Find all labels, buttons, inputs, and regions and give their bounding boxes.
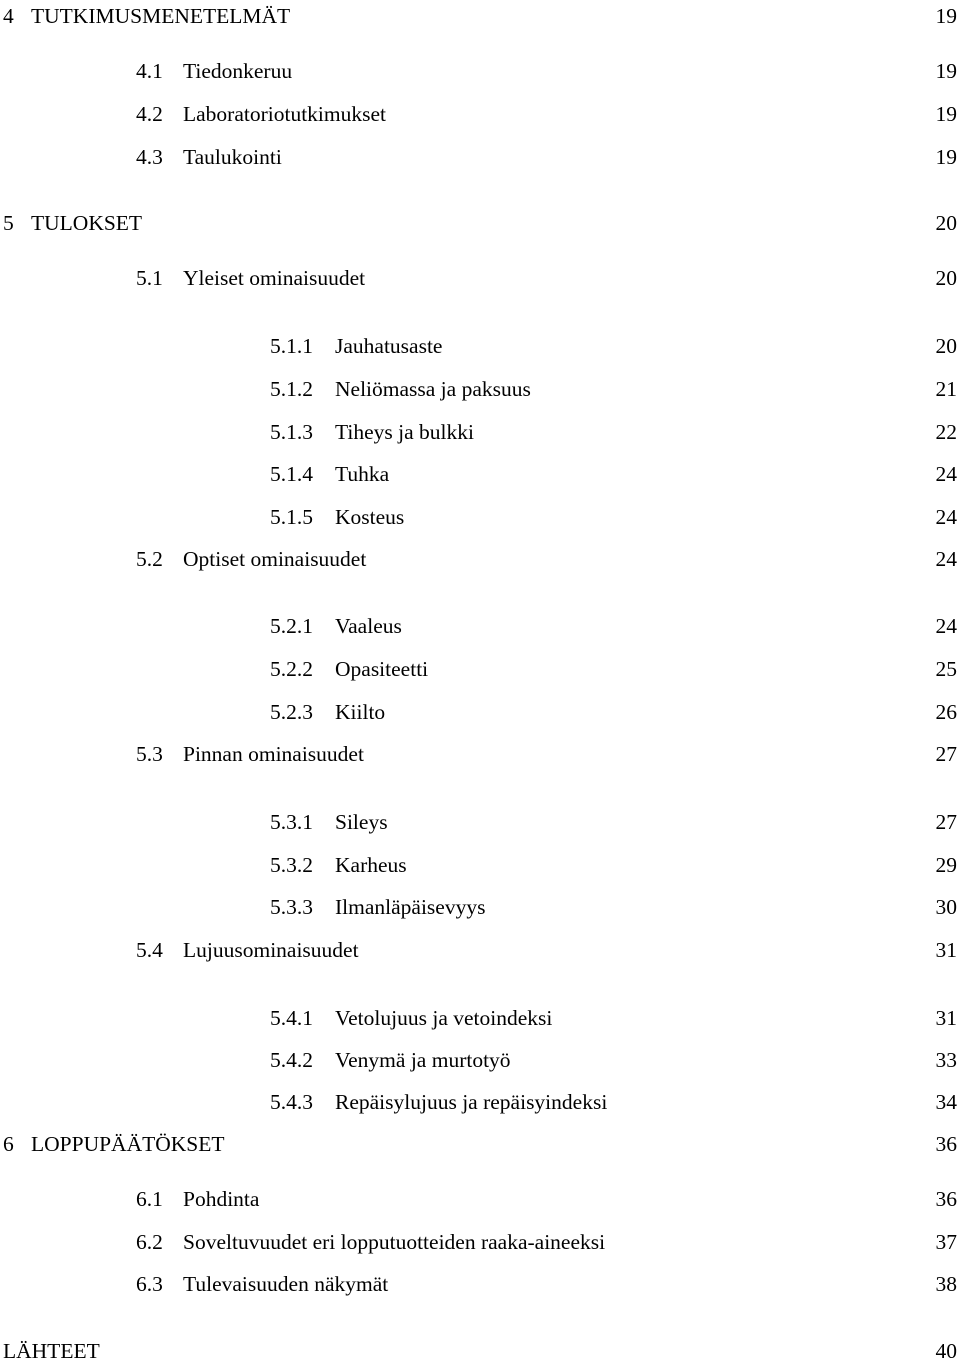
toc-entry-title: Ilmanläpäisevyys — [335, 895, 486, 919]
toc-entry[interactable] — [0, 1227, 960, 1257]
toc-entry-page: 19 — [935, 102, 957, 126]
toc-entry-number: 5.4 — [136, 938, 163, 962]
toc-entry[interactable] — [0, 208, 960, 238]
toc-entry[interactable] — [0, 1184, 960, 1214]
toc-entry[interactable] — [0, 697, 960, 727]
toc-entry[interactable] — [0, 374, 960, 404]
toc-entry-page: 36 — [935, 1132, 957, 1156]
toc-entry[interactable] — [0, 935, 960, 965]
toc-entry[interactable] — [0, 1129, 960, 1159]
toc-entry[interactable] — [0, 739, 960, 769]
toc-entry-page: 37 — [935, 1230, 957, 1254]
toc-entry-page: 25 — [935, 657, 957, 681]
toc-entry-page: 38 — [935, 1272, 957, 1296]
toc-entry-page: 24 — [935, 547, 957, 571]
toc-entry-title: LOPPUPÄÄTÖKSET — [31, 1132, 225, 1156]
toc-entry-title: Kosteus — [335, 505, 405, 529]
toc-entry-number: 5.4.2 — [270, 1048, 313, 1072]
toc-entry-number: 5.1.5 — [270, 505, 313, 529]
toc-entry[interactable] — [0, 892, 960, 922]
toc-entry-number: 4.3 — [136, 145, 163, 169]
toc-entry-page: 19 — [935, 59, 957, 83]
toc-entry-title: Tulevaisuuden näkymät — [183, 1272, 389, 1296]
toc-entry-title: Jauhatusaste — [335, 334, 443, 358]
toc-entry-title: Lujuusominaisuudet — [183, 938, 359, 962]
toc-entry-title: Tiheys ja bulkki — [335, 420, 474, 444]
toc-entry-number: 5.1.4 — [270, 462, 313, 486]
toc-entry-title: Vaaleus — [335, 614, 402, 638]
toc-entry-title: Yleiset ominaisuudet — [183, 266, 366, 290]
toc-entry-title: Tuhka — [335, 462, 390, 486]
toc-entry-page: 20 — [935, 266, 957, 290]
toc-entry-number: 5.2.2 — [270, 657, 313, 681]
toc-entry-number: 5 — [3, 211, 14, 235]
toc-entry-page: 21 — [935, 377, 957, 401]
toc-entry-number: 4.2 — [136, 102, 163, 126]
toc-entry-number: 5.3 — [136, 742, 163, 766]
toc-entry-page: 26 — [935, 700, 957, 724]
toc-entry-page: 40 — [935, 1339, 957, 1363]
toc-entry-number: 5.3.1 — [270, 810, 313, 834]
toc-entry[interactable] — [0, 331, 960, 361]
toc-entry-title: TULOKSET — [31, 211, 143, 235]
toc-entry[interactable] — [0, 1, 960, 31]
toc-entry-number: 4 — [3, 4, 14, 28]
toc-entry[interactable] — [0, 56, 960, 86]
toc-entry-title: Neliömassa ja paksuus — [335, 377, 531, 401]
toc-entry-number: 5.1 — [136, 266, 163, 290]
toc-entry[interactable] — [0, 142, 960, 172]
toc-entry-page: 33 — [935, 1048, 957, 1072]
toc-entry-number: 4.1 — [136, 59, 163, 83]
toc-entry[interactable] — [0, 1336, 960, 1366]
toc-entry-page: 19 — [935, 4, 957, 28]
toc-entry[interactable] — [0, 417, 960, 447]
toc-entry-title: Vetolujuus ja vetoindeksi — [335, 1006, 553, 1030]
toc-entry-page: 19 — [935, 145, 957, 169]
toc-entry-page: 27 — [935, 810, 957, 834]
toc-entry-number: 5.1.1 — [270, 334, 313, 358]
toc-entry-number: 6.3 — [136, 1272, 163, 1296]
toc-entry-title: Pohdinta — [183, 1187, 260, 1211]
toc-entry-number: 6.2 — [136, 1230, 163, 1254]
toc-entry-title: Repäisylujuus ja repäisyindeksi — [335, 1090, 608, 1114]
toc-entry-title: Sileys — [335, 810, 388, 834]
toc-entry-page: 29 — [935, 853, 957, 877]
toc-entry-page: 24 — [935, 462, 957, 486]
toc-entry-page: 20 — [935, 334, 957, 358]
toc-entry-number: 5.1.2 — [270, 377, 313, 401]
toc-entry[interactable] — [0, 502, 960, 532]
toc-entry-number: 5.3.2 — [270, 853, 313, 877]
toc-entry-title: Tiedonkeruu — [183, 59, 293, 83]
toc-entry-title: LÄHTEET — [3, 1339, 100, 1363]
toc-entry-page: 20 — [935, 211, 957, 235]
toc-entry-title: Laboratoriotutkimukset — [183, 102, 387, 126]
toc-entry[interactable] — [0, 654, 960, 684]
toc-entry-title: Soveltuvuudet eri lopputuotteiden raaka-aineeksi — [183, 1230, 606, 1254]
toc-entry-page: 24 — [935, 614, 957, 638]
toc-entry[interactable] — [0, 99, 960, 129]
toc-entry-number: 5.2 — [136, 547, 163, 571]
toc-entry-page: 22 — [935, 420, 957, 444]
toc-entry-title: Taulukointi — [183, 145, 282, 169]
toc-entry-title: Pinnan ominaisuudet — [183, 742, 364, 766]
toc-entry[interactable] — [0, 1087, 960, 1117]
toc-entry-number: 5.2.1 — [270, 614, 313, 638]
toc-entry-number: 5.1.3 — [270, 420, 313, 444]
toc-entry[interactable] — [0, 263, 960, 293]
toc-entry-number: 6 — [3, 1132, 14, 1156]
toc-entry-page: 30 — [935, 895, 957, 919]
toc-entry[interactable] — [0, 1045, 960, 1075]
toc-entry-number: 6.1 — [136, 1187, 163, 1211]
toc-entry[interactable] — [0, 850, 960, 880]
toc-entry[interactable] — [0, 459, 960, 489]
toc-entry[interactable] — [0, 544, 960, 574]
toc-entry-page: 31 — [935, 1006, 957, 1030]
toc-entry-title: TUTKIMUSMENETELMÄT — [31, 4, 291, 28]
toc-entry-page: 34 — [935, 1090, 957, 1114]
toc-entry-title: Venymä ja murtotyö — [335, 1048, 511, 1072]
toc-entry[interactable] — [0, 807, 960, 837]
toc-entry-number: 5.3.3 — [270, 895, 313, 919]
toc-entry-page: 36 — [935, 1187, 957, 1211]
toc-entry-number: 5.4.1 — [270, 1006, 313, 1030]
toc-entry-title: Karheus — [335, 853, 407, 877]
toc-entry[interactable] — [0, 1003, 960, 1033]
toc-entry-number: 5.4.3 — [270, 1090, 313, 1114]
toc-entry-title: Kiilto — [335, 700, 386, 724]
toc-entry[interactable] — [0, 1269, 960, 1299]
toc-entry-page: 31 — [935, 938, 957, 962]
toc-entry-page: 27 — [935, 742, 957, 766]
toc-entry-title: Optiset ominaisuudet — [183, 547, 367, 571]
toc-entry-title: Opasiteetti — [335, 657, 429, 681]
toc-entry[interactable] — [0, 611, 960, 641]
toc-entry-number: 5.2.3 — [270, 700, 313, 724]
toc-entry-page: 24 — [935, 505, 957, 529]
